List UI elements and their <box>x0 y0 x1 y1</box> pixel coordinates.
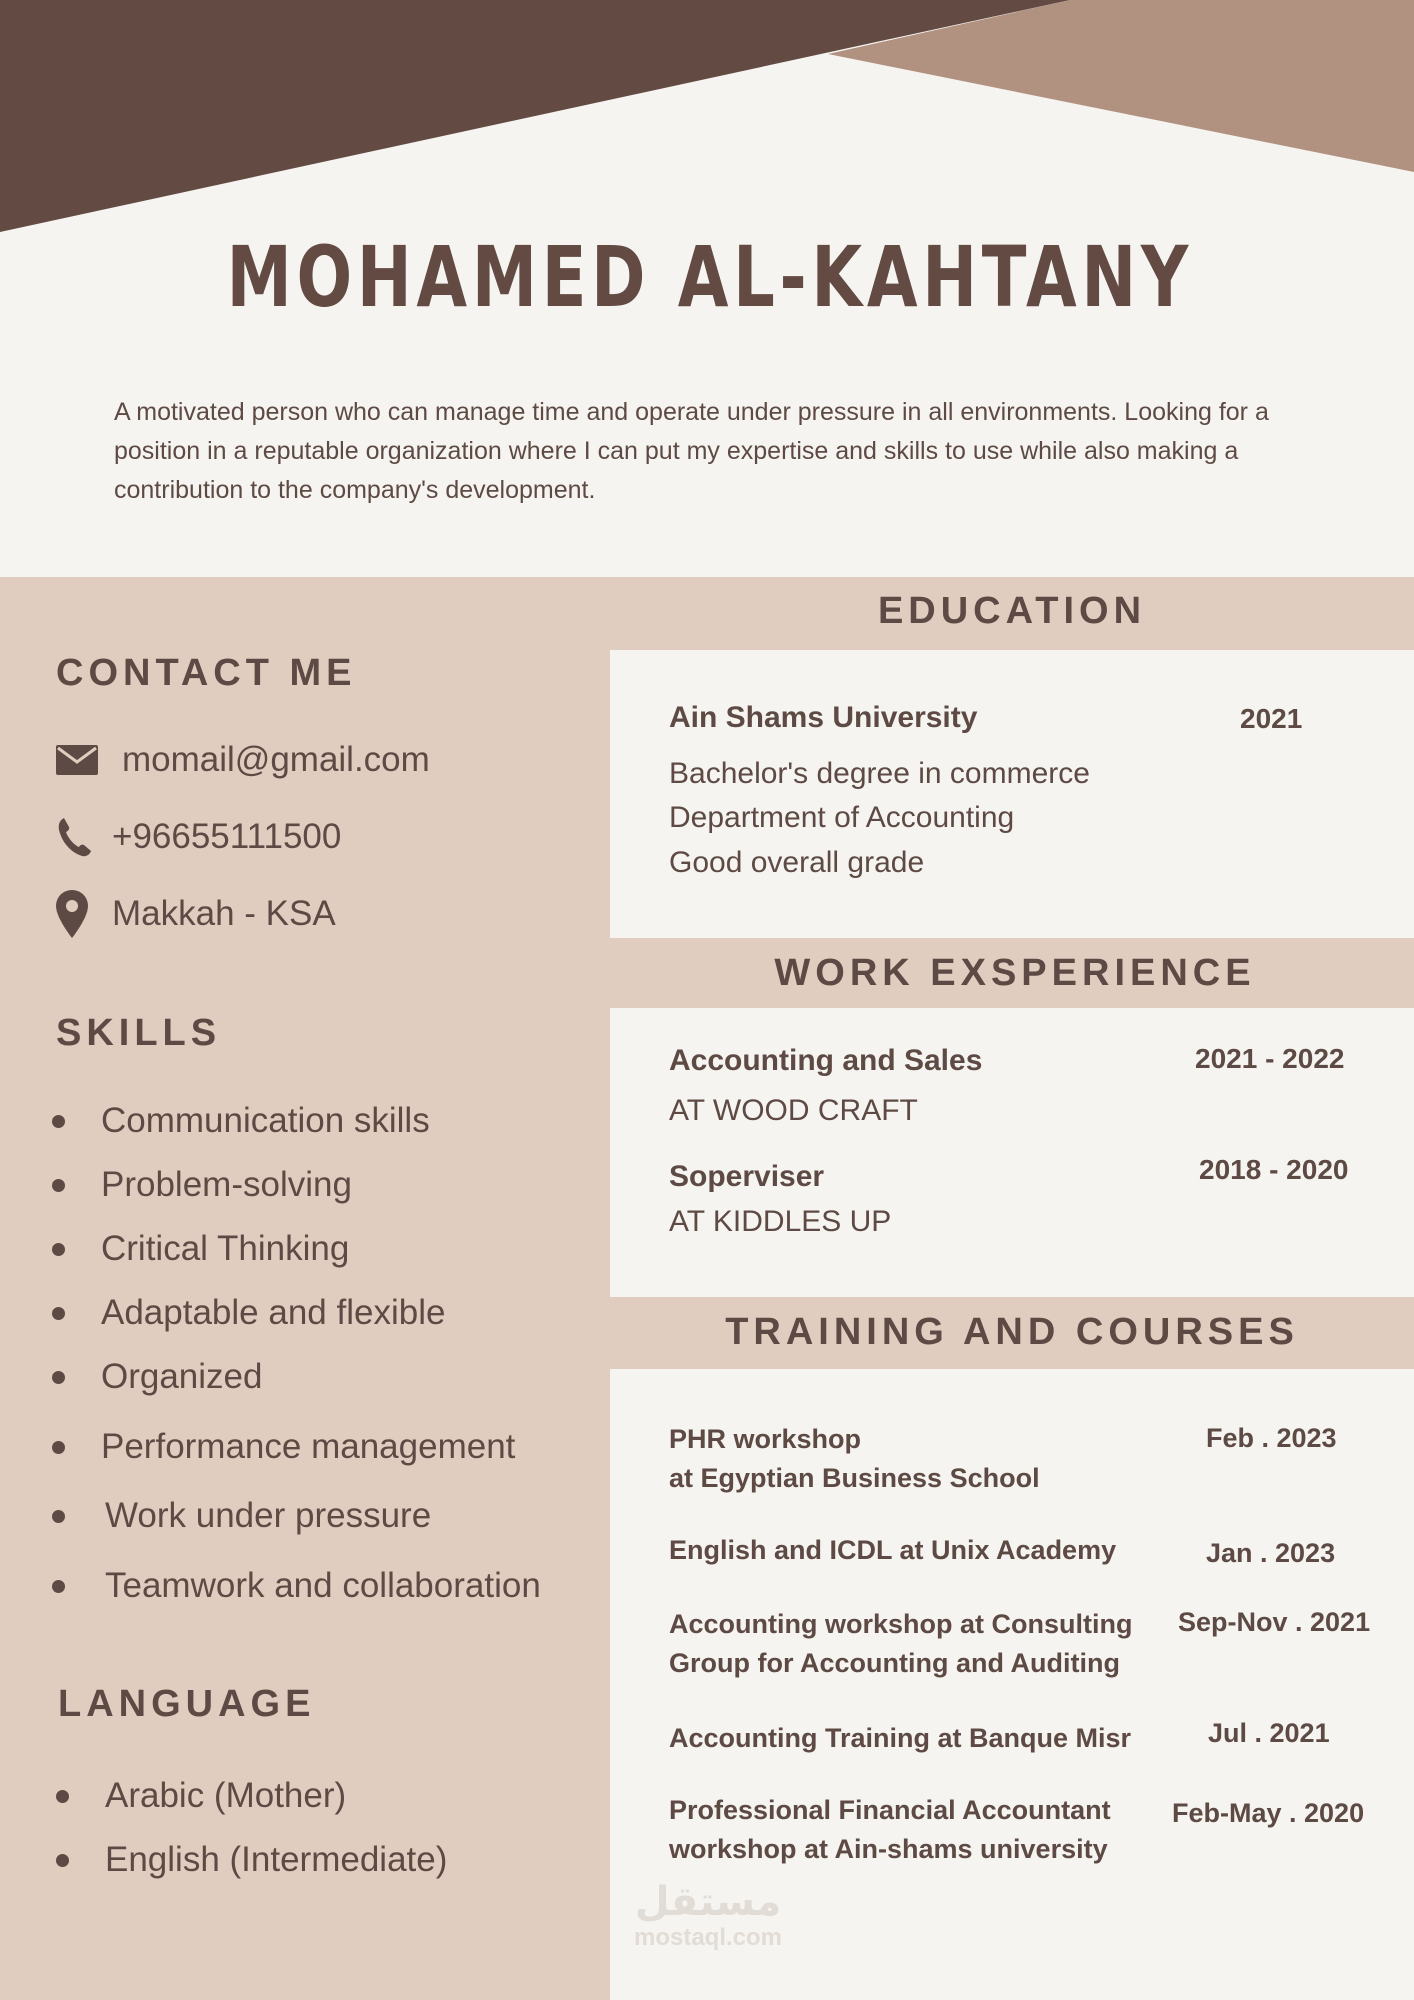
course-date: Sep-Nov . 2021 <box>1178 1607 1371 1637</box>
course-date: Feb . 2023 <box>1206 1423 1337 1453</box>
education-line: Good overall grade <box>669 846 925 879</box>
skill-label: Communication skills <box>101 1101 430 1140</box>
bullet-icon <box>56 1790 69 1803</box>
skill-item <box>52 1229 349 1269</box>
phone-icon <box>56 816 92 858</box>
bullet-icon <box>52 1115 65 1128</box>
contact-section-title: CONTACT ME <box>56 652 357 694</box>
skill-item <box>52 1427 515 1467</box>
skill-item <box>52 1293 445 1333</box>
education-school: Ain Shams University <box>669 701 978 734</box>
job-dates: 2021 - 2022 <box>1195 1043 1345 1074</box>
language-item <box>56 1840 447 1880</box>
skill-label: Performance management <box>101 1427 516 1466</box>
course-entry <box>669 1420 1189 1498</box>
education-year: 2021 <box>1240 703 1303 734</box>
location-pin-icon <box>56 890 88 938</box>
course-entry <box>669 1791 1189 1869</box>
job-company: AT KIDDLES UP <box>669 1205 892 1238</box>
skill-label: Organized <box>101 1357 263 1396</box>
watermark-logo: مستقل <box>634 1880 782 1924</box>
skill-item <box>52 1566 541 1606</box>
candidate-name: MOHAMED AL-KAHTANY <box>226 228 1194 326</box>
header-decoration <box>0 0 1414 240</box>
skill-item <box>52 1496 431 1536</box>
profile-summary: A motivated person who can manage time and operate under pressure in all environments. Looking for a position in a reputable organization where I can put my expertise and skills to use while also making a contribution to the company's development. <box>114 398 1269 504</box>
course-entry <box>669 1531 1189 1570</box>
course-title-line: at Egyptian Business School <box>669 1463 1040 1493</box>
contact-email-row[interactable] <box>56 740 430 780</box>
contact-email[interactable]: momail@gmail.com <box>122 740 430 779</box>
education-line: Bachelor's degree in commerce <box>669 757 1090 790</box>
course-title-line: Accounting Training at Banque Misr <box>669 1723 1132 1753</box>
course-date: Jan . 2023 <box>1206 1538 1336 1568</box>
language-section-title: LANGUAGE <box>58 1683 316 1725</box>
dark-corner-shape <box>0 0 1070 232</box>
course-title-line: English and ICDL at Unix Academy <box>669 1535 1117 1565</box>
job-role: Accounting and Sales <box>669 1044 983 1077</box>
course-date: Feb-May . 2020 <box>1172 1798 1365 1828</box>
skill-item <box>52 1101 430 1141</box>
education-card <box>610 650 1414 938</box>
watermark-site: mostaql.com <box>633 1924 783 1951</box>
language-item <box>56 1776 346 1816</box>
work-section-title: WORK EXSPERIENCE <box>774 952 1256 994</box>
contact-location-row <box>56 890 336 938</box>
skill-label: Work under pressure <box>105 1496 432 1535</box>
contact-location: Makkah - KSA <box>112 894 336 933</box>
skill-label: Adaptable and flexible <box>101 1293 446 1332</box>
bullet-icon <box>52 1441 65 1454</box>
language-label: Arabic (Mother) <box>105 1776 347 1815</box>
course-title-line: Accounting workshop at Consulting <box>669 1609 1133 1639</box>
course-title-line: Group for Accounting and Auditing <box>669 1648 1120 1678</box>
bullet-icon <box>52 1580 65 1593</box>
bullet-icon <box>52 1307 65 1320</box>
bullet-icon <box>56 1854 69 1867</box>
course-entry <box>669 1605 1189 1683</box>
bullet-icon <box>52 1243 65 1256</box>
skills-section-title: SKILLS <box>56 1012 222 1054</box>
contact-phone[interactable]: +96655111500 <box>112 817 342 856</box>
skill-label: Critical Thinking <box>101 1229 350 1268</box>
course-entry <box>669 1719 1189 1758</box>
contact-phone-row[interactable] <box>56 816 341 858</box>
course-title-line: Professional Financial Accountant <box>669 1795 1111 1825</box>
envelope-icon <box>56 745 98 775</box>
job-company: AT WOOD CRAFT <box>669 1094 918 1127</box>
education-section-title: EDUCATION <box>877 590 1147 632</box>
course-date: Jul . 2021 <box>1208 1718 1330 1748</box>
course-title-line: PHR workshop <box>669 1424 862 1454</box>
job-dates: 2018 - 2020 <box>1199 1154 1349 1185</box>
language-label: English (Intermediate) <box>105 1840 448 1879</box>
watermark <box>620 1880 796 1952</box>
job-role: Soperviser <box>669 1160 825 1193</box>
training-section-title: TRAINING AND COURSES <box>725 1311 1299 1353</box>
education-line: Department of Accounting <box>669 801 1015 834</box>
skill-item <box>52 1357 262 1397</box>
bullet-icon <box>52 1371 65 1384</box>
bullet-icon <box>52 1179 65 1192</box>
skill-label: Teamwork and collaboration <box>105 1566 541 1605</box>
skill-label: Problem-solving <box>101 1165 352 1204</box>
bullet-icon <box>52 1510 65 1523</box>
skill-item <box>52 1165 352 1205</box>
course-title-line: workshop at Ain-shams university <box>669 1834 1108 1864</box>
